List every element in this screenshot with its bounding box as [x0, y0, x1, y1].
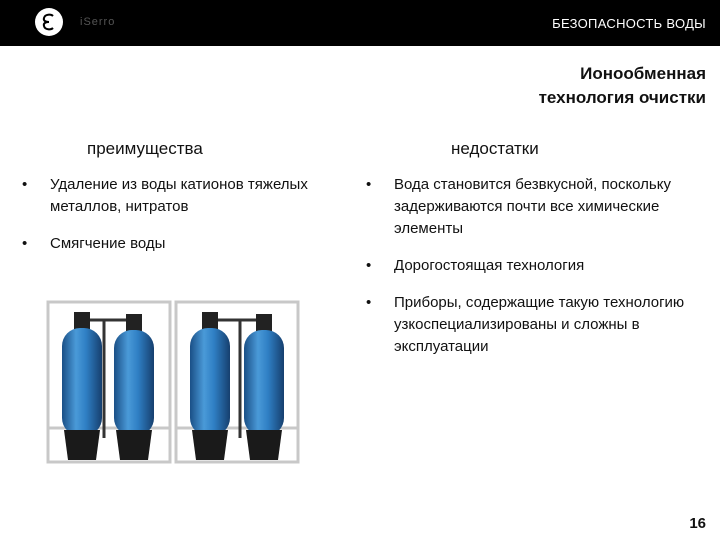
disadvantages-heading: недостатки — [451, 139, 539, 158]
list-item: • Смягчение воды — [22, 233, 322, 255]
header-bar — [0, 0, 720, 46]
water-filter-tanks-image — [44, 298, 302, 472]
advantages-list — [22, 174, 322, 270]
advantages-heading: преимущества — [87, 139, 203, 158]
page-number: 16 — [689, 515, 706, 532]
list-item: • Удаление из воды катионов тяжелых металлов, нитратов — [22, 174, 322, 218]
subtitle-line-1: Ионообменная — [580, 64, 706, 83]
list-item: • Приборы, содержащие такую технологию узкоспециализированы и сложны в эксплуатации — [366, 292, 706, 358]
disadvantages-list — [366, 174, 706, 373]
list-item: • Дорогостоящая технология — [366, 255, 706, 277]
slide-subtitle — [386, 62, 706, 110]
logo-icon — [35, 8, 63, 36]
list-item: • Вода становится безвкусной, поскольку задерживаются почти все химические элементы — [366, 174, 706, 240]
header-title: БЕЗОПАСНОСТЬ ВОДЫ — [552, 16, 706, 31]
subtitle-line-2: технология очистки — [538, 88, 706, 107]
logo-text: iSerro — [80, 16, 116, 28]
